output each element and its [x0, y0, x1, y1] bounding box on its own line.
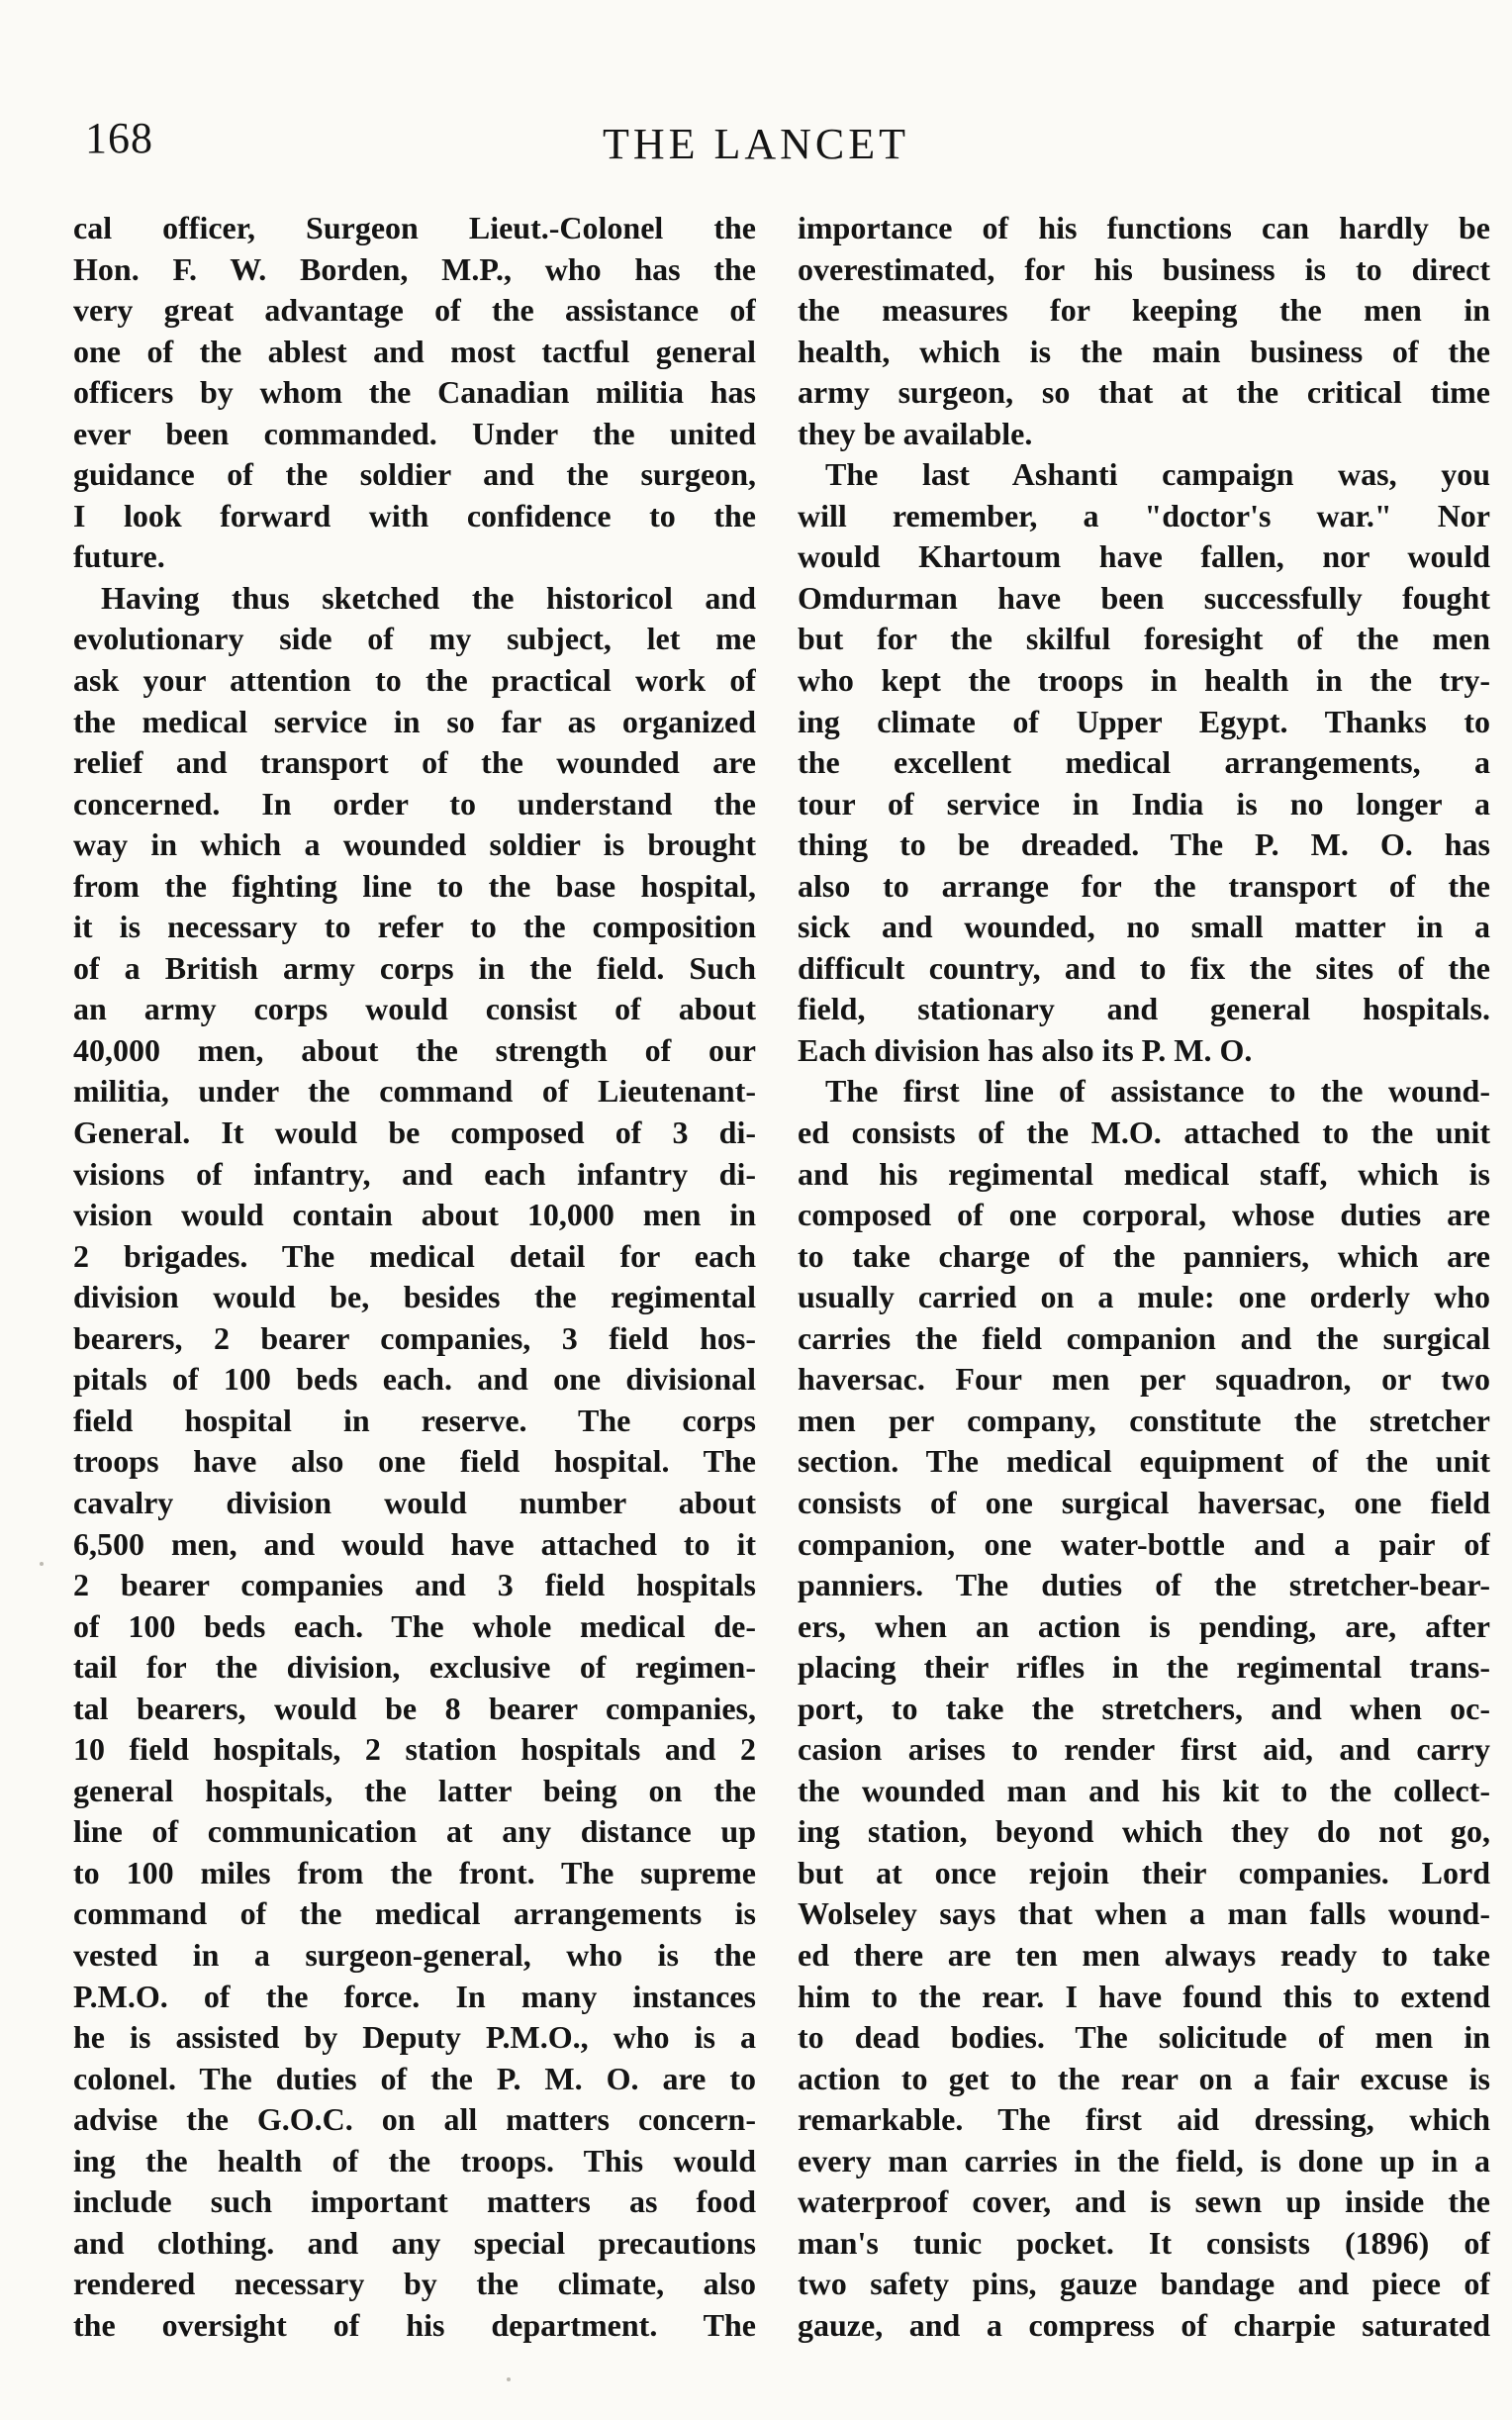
- text-line: relief and transport of the wounded are: [73, 744, 756, 781]
- text-line: importance of his functions can hardly be: [798, 210, 1490, 245]
- text-line: rendered necessary by the climate, also: [73, 2266, 756, 2302]
- text-line: vision would contain about 10,000 men in: [73, 1197, 756, 1233]
- text-line: General. It would be composed of 3 di-: [73, 1114, 756, 1151]
- text-line: tour of service in India is no longer a: [798, 785, 1490, 822]
- text-line: 2 bearer companies and 3 field hospitals: [73, 1567, 756, 1603]
- text-line: him to the rear. I have found this to extend: [798, 1978, 1490, 2014]
- text-line: he is assisted by Deputy P.M.O., who is a: [73, 2019, 756, 2056]
- text-line: the measures for keeping the men in: [798, 292, 1490, 329]
- text-line: of a British army corps in the field. Such: [73, 949, 756, 986]
- text-line: carries the field companion and the surgical: [798, 1319, 1490, 1356]
- text-line: bearers, 2 bearer companies, 3 field hos-: [73, 1319, 756, 1356]
- text-line: field, stationary and general hospitals.: [798, 991, 1490, 1027]
- text-line: command of the medical arrangements is: [73, 1895, 756, 1932]
- text-line: they be available.: [798, 415, 1033, 451]
- text-line: troops have also one field hospital. The: [73, 1443, 756, 1480]
- text-line: ed consists of the M.O. attached to the unit: [798, 1114, 1490, 1151]
- text-line: 40,000 men, about the strength of our: [73, 1031, 756, 1068]
- text-line: ing the health of the troops. This would: [73, 2142, 756, 2178]
- text-line: companion, one water-bottle and a pair of: [798, 1525, 1490, 1562]
- text-line: advise the G.O.C. on all matters concern-: [73, 2101, 756, 2138]
- text-line: include such important matters as food: [73, 2183, 756, 2220]
- text-line: field hospital in reserve. The corps: [73, 1402, 756, 1438]
- text-line: also to arrange for the transport of the: [798, 867, 1490, 904]
- text-line: vested in a surgeon-general, who is the: [73, 1936, 756, 1973]
- text-line: future.: [73, 538, 165, 575]
- text-line: cavalry division would number about: [73, 1484, 756, 1520]
- text-line: guidance of the soldier and the surgeon,: [73, 456, 756, 493]
- text-line: but for the skilful foresight of the men: [798, 621, 1490, 657]
- text-line: concerned. In order to understand the: [73, 785, 756, 822]
- text-line: ed there are ten men always ready to take: [798, 1936, 1490, 1973]
- text-line: tal bearers, would be 8 bearer companies,: [73, 1690, 756, 1726]
- text-line: placing their rifles in the regimental trans-: [798, 1649, 1490, 1686]
- text-line: gauze, and a compress of charpie saturated: [798, 2306, 1490, 2343]
- text-line: The last Ashanti campaign was, you: [825, 456, 1490, 493]
- running-head: THE LANCET: [602, 120, 910, 168]
- text-line: waterproof cover, and is sewn up inside the: [798, 2183, 1490, 2220]
- text-line: Omdurman have been successfully fought: [798, 579, 1490, 616]
- right-column: [798, 208, 1490, 2346]
- text-line: to take charge of the panniers, which are: [798, 1237, 1490, 1274]
- text-line: I look forward with confidence to the: [73, 497, 756, 533]
- text-line: every man carries in the field, is done up in a: [798, 2142, 1490, 2178]
- text-line: panniers. The duties of the stretcher-bear-: [798, 1567, 1490, 1603]
- text-line: and clothing. and any special precautions: [73, 2224, 756, 2261]
- text-line: ing climate of Upper Egypt. Thanks to: [798, 703, 1490, 739]
- text-line: The first line of assistance to the wound-: [825, 1073, 1490, 1110]
- text-line: port, to take the stretchers, and when oc-: [798, 1690, 1490, 1726]
- text-line: health, which is the main business of the: [798, 333, 1490, 369]
- text-line: visions of infantry, and each infantry di-: [73, 1155, 756, 1192]
- text-line: sick and wounded, no small matter in a: [798, 909, 1490, 945]
- text-line: very great advantage of the assistance of: [73, 292, 756, 329]
- text-line: to dead bodies. The solicitude of men in: [798, 2019, 1490, 2056]
- text-line: haversac. Four men per squadron, or two: [798, 1361, 1490, 1398]
- text-line: casion arises to render first aid, and carry: [798, 1731, 1490, 1768]
- text-line: overestimated, for his business is to direct: [798, 250, 1490, 287]
- print-speck: [507, 2377, 511, 2381]
- text-line: thing to be dreaded. The P. M. O. has: [798, 826, 1490, 863]
- text-line: ever been commanded. Under the united: [73, 415, 756, 451]
- text-line: colonel. The duties of the P. M. O. are to: [73, 2060, 756, 2096]
- text-line: P.M.O. of the force. In many instances: [73, 1978, 756, 2014]
- text-line: 2 brigades. The medical detail for each: [73, 1237, 756, 1274]
- text-line: Hon. F. W. Borden, M.P., who has the: [73, 250, 756, 287]
- text-line: the excellent medical arrangements, a: [798, 744, 1490, 781]
- page-number: 168: [85, 114, 153, 162]
- text-line: but at once rejoin their companies. Lord: [798, 1854, 1490, 1890]
- text-line: evolutionary side of my subject, let me: [73, 621, 756, 657]
- text-line: line of communication at any distance up: [73, 1813, 756, 1850]
- text-line: action to get to the rear on a fair excuse is: [798, 2060, 1490, 2096]
- text-line: will remember, a "doctor's war." Nor: [798, 497, 1490, 533]
- text-line: men per company, constitute the stretcher: [798, 1402, 1490, 1438]
- text-line: 6,500 men, and would have attached to it: [73, 1525, 756, 1562]
- text-line: militia, under the command of Lieutenant-: [73, 1073, 756, 1110]
- text-line: would Khartoum have fallen, nor would: [798, 538, 1490, 575]
- text-line: an army corps would consist of about: [73, 991, 756, 1027]
- text-line: Each division has also its P. M. O.: [798, 1031, 1253, 1068]
- text-line: the medical service in so far as organized: [73, 703, 756, 739]
- text-line: difficult country, and to fix the sites of the: [798, 949, 1490, 986]
- text-line: section. The medical equipment of the unit: [798, 1443, 1490, 1480]
- text-line: the oversight of his department. The: [73, 2306, 756, 2343]
- text-line: pitals of 100 beds each. and one divisional: [73, 1361, 756, 1398]
- text-line: ask your attention to the practical work of: [73, 662, 756, 699]
- text-line: man's tunic pocket. It consists (1896) of: [798, 2224, 1490, 2261]
- print-speck: [40, 1562, 44, 1566]
- text-line: 10 field hospitals, 2 station hospitals and 2: [73, 1731, 756, 1768]
- text-line: general hospitals, the latter being on the: [73, 1772, 756, 1808]
- text-line: division would be, besides the regimental: [73, 1279, 756, 1315]
- text-line: the wounded man and his kit to the collect-: [798, 1772, 1490, 1808]
- text-line: who kept the troops in health in the try-: [798, 662, 1490, 699]
- text-line: composed of one corporal, whose duties are: [798, 1197, 1490, 1233]
- text-line: and his regimental medical staff, which is: [798, 1155, 1490, 1192]
- text-line: usually carried on a mule: one orderly who: [798, 1279, 1490, 1315]
- text-line: it is necessary to refer to the composition: [73, 909, 756, 945]
- text-line: army surgeon, so that at the critical time: [798, 374, 1490, 411]
- text-line: of 100 beds each. The whole medical de-: [73, 1607, 756, 1644]
- text-line: tail for the division, exclusive of regimen-: [73, 1649, 756, 1686]
- text-line: ers, when an action is pending, are, after: [798, 1607, 1490, 1644]
- text-line: two safety pins, gauze bandage and piece of: [798, 2266, 1490, 2302]
- text-line: cal officer, Surgeon Lieut.-Colonel the: [73, 210, 756, 245]
- text-line: Wolseley says that when a man falls wound-: [798, 1895, 1490, 1932]
- text-line: remarkable. The first aid dressing, which: [798, 2101, 1490, 2138]
- text-line: Having thus sketched the historicol and: [101, 579, 756, 616]
- text-line: officers by whom the Canadian militia has: [73, 374, 756, 411]
- left-column: [73, 208, 756, 2346]
- text-line: way in which a wounded soldier is brought: [73, 826, 756, 863]
- text-line: from the fighting line to the base hospital,: [73, 867, 756, 904]
- text-line: one of the ablest and most tactful general: [73, 333, 756, 369]
- text-line: to 100 miles from the front. The supreme: [73, 1854, 756, 1890]
- text-line: ing station, beyond which they do not go,: [798, 1813, 1490, 1850]
- text-line: consists of one surgical haversac, one field: [798, 1484, 1490, 1520]
